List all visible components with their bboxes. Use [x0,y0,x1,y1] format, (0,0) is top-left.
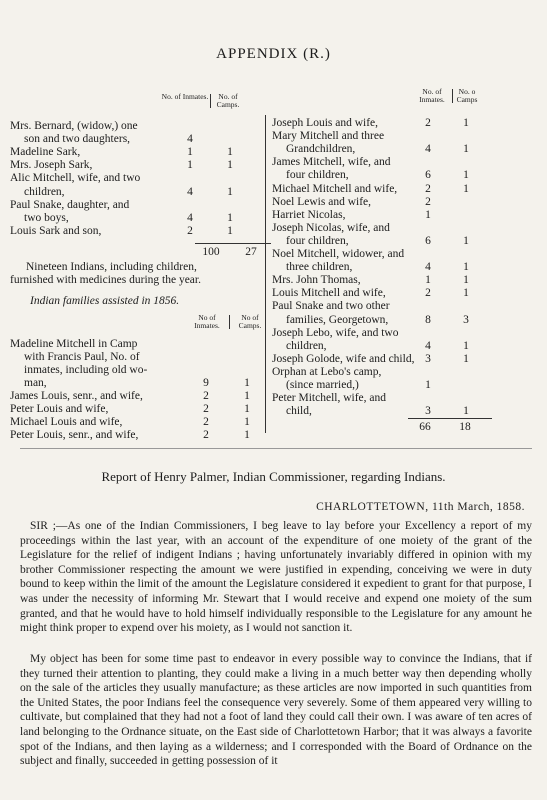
table-cell-camps: 1 [463,143,469,156]
table-cell-camps: 1 [463,117,469,129]
table-row-text: Mrs. John Thomas, [272,274,361,287]
table-cell-inmates: 3 [425,352,431,365]
table-cell-inmates: 6 [425,169,431,182]
table-row-text: Noel Mitchell, widower, and [272,248,405,260]
section-rule [20,448,532,449]
table-cell-inmates: 9 [203,377,209,389]
table-row-text: Louis Mitchell and wife, [272,287,386,300]
table-cell-inmates: 4 [425,143,431,156]
table-row-text: three children, [286,261,353,274]
table-row-text: James Louis, senr., and wife, [10,390,143,402]
table-row-text: Peter Mitchell, wife, and [272,392,387,405]
table-row-text: Mary Mitchell and three [272,130,385,143]
left-inmates-header: No. of Inmates. [161,92,209,101]
report-date: CHARLOTTETOWN, 11th March, 1858. [316,501,525,513]
table-cell-inmates: 1 [425,274,431,287]
table-cell-inmates: 2 [203,429,209,441]
families-inmates-header: No of Inmates. [194,313,220,330]
table-cell-inmates: 2 [187,224,193,237]
table-cell-inmates: 1 [187,146,193,159]
table-row-text: inmates, including old wo- [24,364,148,376]
table-cell-inmates: 6 [425,234,431,247]
table-row-text: Peter Louis and wife, [10,403,109,415]
table-row-text: Paul Snake, daughter, and [10,198,130,211]
table-row-text: four children, [286,169,349,182]
table-cell-inmates: 4 [187,133,193,146]
table-row-text: child, [286,405,312,418]
table-cell-camps: 1 [244,403,250,415]
table-cell-camps: 1 [244,416,250,428]
right-header-divider [452,89,453,103]
table-row-text: James Mitchell, wife, and [272,156,391,169]
table-row-text: son and two daughters, [24,133,131,146]
table-cell-camps: 1 [463,339,469,352]
table-cell-inmates: 2 [203,416,209,428]
table-cell-camps: 1 [244,377,250,389]
left-header-divider [210,94,211,108]
paragraph-1: SIR ;—As one of the Indian Commissioners, I beg leave to lay before your Excellency a report of my proceedings within the last year, with an account of the expenditure of one moiety of the grant of the Legislature for the relief of indigent Indians ; having unfortunately invariably differed in opinion with my brother Commissioner respecting the amount we were justified in expending, conceiving we were in duty bound to keep within the limit of the amount the Legislature considered it expedient to grant for that purpose, I was under the necessity of informing Mr. Stewart that I would receive and expend one moiety of the sum granted, and that he would have to hold himself individually responsible to the Legislature for any amount he might think proper to expend over his moiety, as I would not sanction it. [20,520,532,635]
table-cell-inmates: 2 [203,403,209,415]
table-row-text: Mrs. Bernard, (widow,) one [10,120,138,132]
table-cell-camps: 1 [227,211,233,224]
table-cell-camps: 1 [227,185,233,198]
table-cell-camps: 1 [463,234,469,247]
table-row-text: two boys, [24,211,69,224]
table-cell-camps: 1 [244,429,250,441]
table-cell-inmates: 2 [425,287,431,300]
table-cell-inmates: 8 [425,313,431,326]
table-row-text: Mrs. Joseph Sark, [10,159,93,172]
table-row-text: with Francis Paul, No. of [24,351,140,363]
table-cell-camps: 1 [463,182,469,195]
table-row-text: families, Georgetown, [286,313,389,326]
table-row-text: Joseph Nicolas, wife, and [272,221,390,234]
families-camps-header: No of Camps. [238,313,262,330]
column-divider [265,115,266,433]
table-cell-camps: 1 [463,405,469,418]
table-cell-inmates: 4 [187,185,193,198]
table-cell-camps: 1 [463,169,469,182]
table-cell-inmates: 2 [425,182,431,195]
table-row-text: Alic Mitchell, wife, and two [10,172,141,185]
table-cell-inmates: 2 [203,390,209,402]
table-cell-inmates: 4 [425,261,431,274]
right-camps-header: No. o Camps [456,87,478,104]
table-cell-camps: 1 [227,146,233,159]
note-line-1: Nineteen Indians, including children, [26,261,197,273]
table-cell-camps: 1 [463,352,469,365]
table-row-text: Paul Snake and two other [272,300,390,313]
right-inmates-header: No. of Inmates. [419,87,445,104]
table-cell-camps: 3 [463,313,469,326]
table-row-text: children, [24,185,65,198]
table-cell-inmates: 1 [425,208,431,221]
page-title: APPENDIX (R.) [216,46,331,62]
table-cell-camps: 1 [227,159,233,172]
left-total-rule [195,243,271,244]
table-row-text: man, [24,377,47,389]
table-row-text: Michael Mitchell and wife, [272,182,398,195]
table-cell-inmates: 2 [425,117,431,129]
table-row-text: Joseph Louis and wife, [272,117,379,129]
table-row-text: (since married,) [286,379,359,391]
right-total-rule [408,418,492,419]
families-header-divider [229,315,230,329]
right-total-camps: 18 [459,421,471,433]
table-row-text: children, [286,339,327,352]
table-cell-inmates: 4 [425,339,431,352]
table-cell-inmates: 3 [425,405,431,418]
table-cell-camps: 1 [244,390,250,402]
paragraph-2: My object has been for some time past to endeavor in every possible way to convince the Indians, that if they turned their attention to planting, they could make a living in a much better way then depending wholly on the sale of the articles they usually manufacture; as these articles are now imported in such quantities from the United States, the poor Indians feel the consequence very severely. Some of them appeared very willing to cultivate, but complained that they had not a foot of land they could call their own. I was aware of ten acres of land belonging to the Ordnance situate, on the East side of Charlottetown Harbor; that it was always a favorite spot of the Indians, and then laying as a wilderness; and I corresponded with the Board of Ordnance on the subject and finally, succeeded in getting possession of it [20,653,532,768]
left-camps-header: No. of Camps. [216,92,240,109]
table-row-text: Grandchildren, [286,143,356,156]
table-row-text: Noel Lewis and wife, [272,195,371,208]
table-row-text: Joseph Lebo, wife, and two [272,326,399,339]
table-cell-camps: 1 [227,224,233,237]
families-heading: Indian families assisted in 1856. [30,295,180,307]
table-cell-inmates: 4 [187,211,193,224]
table-cell-camps: 1 [463,261,469,274]
report-title: Report of Henry Palmer, Indian Commissioner, regarding Indians. [101,469,446,484]
table-cell-inmates: 2 [425,195,431,208]
table-cell-camps: 1 [463,287,469,300]
table-row-text: Louis Sark and son, [10,224,102,237]
left-total-camps: 27 [245,246,257,258]
table-row-text: Orphan at Lebo's camp, [272,365,382,378]
table-row-text: Madeline Sark, [10,146,81,159]
right-total-inmates: 66 [419,421,431,433]
table-cell-inmates: 1 [187,159,193,172]
table-row-text: Madeline Mitchell in Camp [10,338,138,350]
note-line-2: furnished with medicines during the year. [10,274,201,286]
table-cell-camps: 1 [463,274,469,287]
table-row-text: Harriet Nicolas, [272,208,346,221]
table-row-text: Peter Louis, senr., and wife, [10,429,139,441]
table-row-text: Michael Louis and wife, [10,416,123,428]
left-total-inmates: 100 [202,246,220,258]
table-row-text: four children, [286,234,349,247]
table-row-text: Joseph Golode, wife and child, [272,352,415,365]
table-cell-inmates: 1 [425,379,431,391]
